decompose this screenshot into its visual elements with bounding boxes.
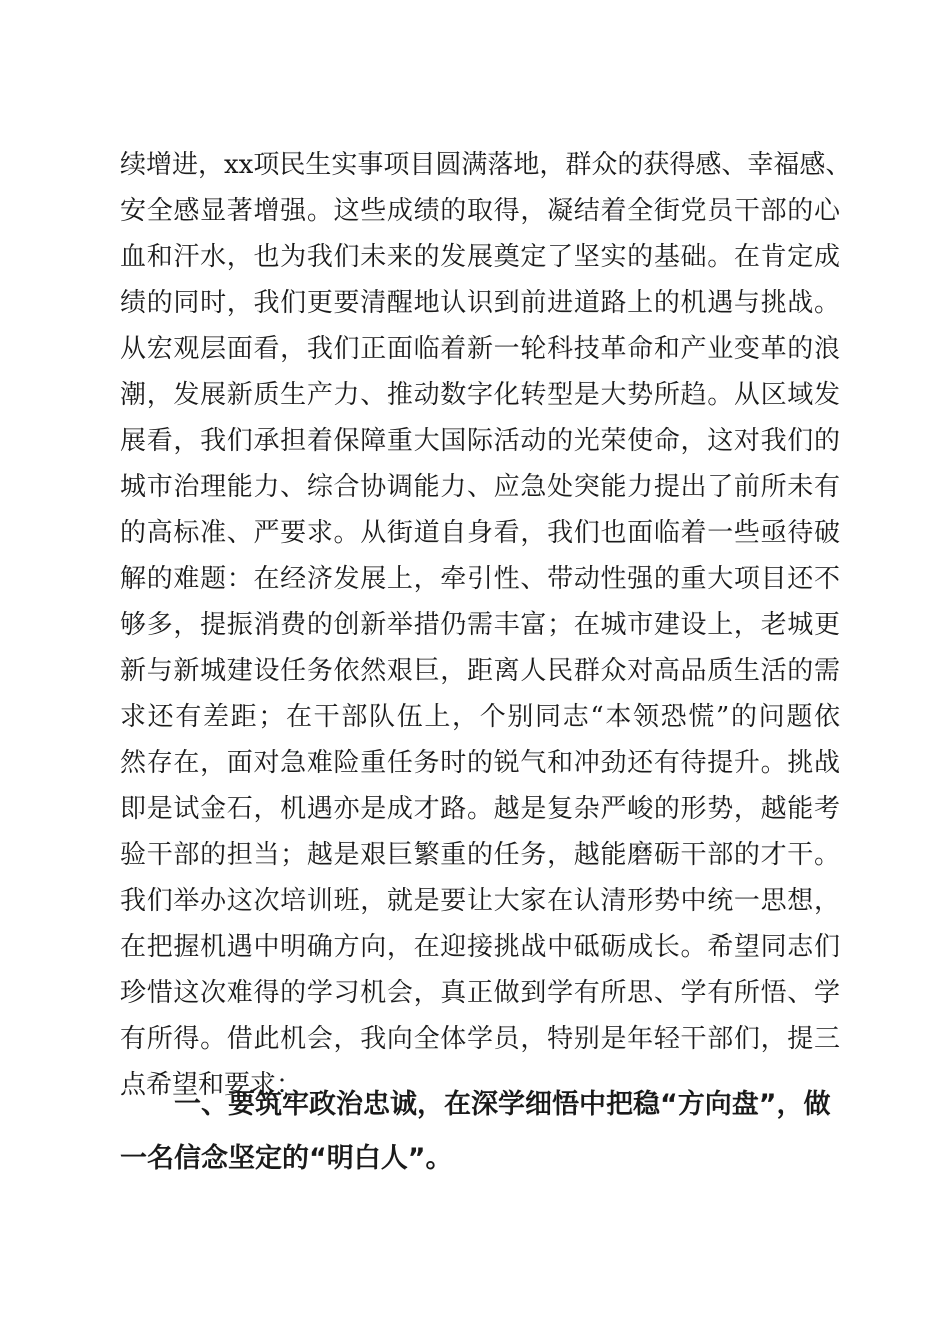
paragraph-line: 珍惜这次难得的学习机会，真正做到学有所思、学有所悟、学 — [120, 978, 840, 1008]
paragraph-line: 从宏观层面看，我们正面临着新一轮科技革命和产业变革的浪 — [120, 334, 840, 364]
paragraph-line: 安全感显著增强。这些成绩的取得，凝结着全街党员干部的心 — [120, 196, 840, 226]
paragraph-line: 有所得。借此机会，我向全体学员，特别是年轻干部们，提三 — [120, 1024, 840, 1054]
paragraph-line: 潮，发展新质生产力、推动数字化转型是大势所趋。从区域发 — [120, 380, 840, 410]
paragraph-line: 的高标准、严要求。从街道自身看，我们也面临着一些亟待破 — [120, 518, 840, 548]
paragraph-line: 在把握机遇中明确方向，在迎接挑战中砥砺成长。希望同志们 — [120, 932, 840, 962]
paragraph-line: 求还有差距；在干部队伍上，个别同志“本领恐慌”的问题依 — [120, 702, 840, 732]
paragraph-line: 即是试金石，机遇亦是成才路。越是复杂严峻的形势，越能考 — [120, 794, 840, 824]
paragraph-line: 血和汗水，也为我们未来的发展奠定了坚实的基础。在肯定成 — [120, 242, 840, 272]
paragraph-line: 城市治理能力、综合协调能力、应急处突能力提出了前所未有 — [120, 472, 840, 502]
paragraph-line: 够多，提振消费的创新举措仍需丰富；在城市建设上，老城更 — [120, 610, 840, 640]
paragraph-line: 验干部的担当；越是艰巨繁重的任务，越能磨砺干部的才干。 — [120, 840, 840, 870]
paragraph-line: 展看，我们承担着保障重大国际活动的光荣使命，这对我们的 — [120, 426, 840, 456]
heading-line: 一、要筑牢政治忠诚，在深学细悟中把稳“方向盘”，做 — [174, 1089, 831, 1120]
paragraph-line: 续增进，xx项民生实事项目圆满落地，群众的获得感、幸福感、 — [120, 150, 852, 180]
paragraph-line: 绩的同时，我们更要清醒地认识到前进道路上的机遇与挑战。 — [120, 288, 840, 318]
heading-line-last: 一名信念坚定的“明白人”。 — [120, 1143, 453, 1174]
paragraph-line: 新与新城建设任务依然艰巨，距离人民群众对高品质生活的需 — [120, 656, 840, 686]
paragraph-line-last: 点希望和要求： — [120, 1070, 303, 1100]
body-paragraph — [120, 142, 852, 1108]
paragraph-line: 我们举办这次培训班，就是要让大家在认清形势中统一思想， — [120, 886, 840, 916]
paragraph-line: 然存在，面对急难险重任务时的锐气和冲劲还有待提升。挑战 — [120, 748, 840, 778]
paragraph-line: 解的难题：在经济发展上，牵引性、带动性强的重大项目还不 — [120, 564, 840, 594]
section-heading — [120, 1078, 830, 1186]
